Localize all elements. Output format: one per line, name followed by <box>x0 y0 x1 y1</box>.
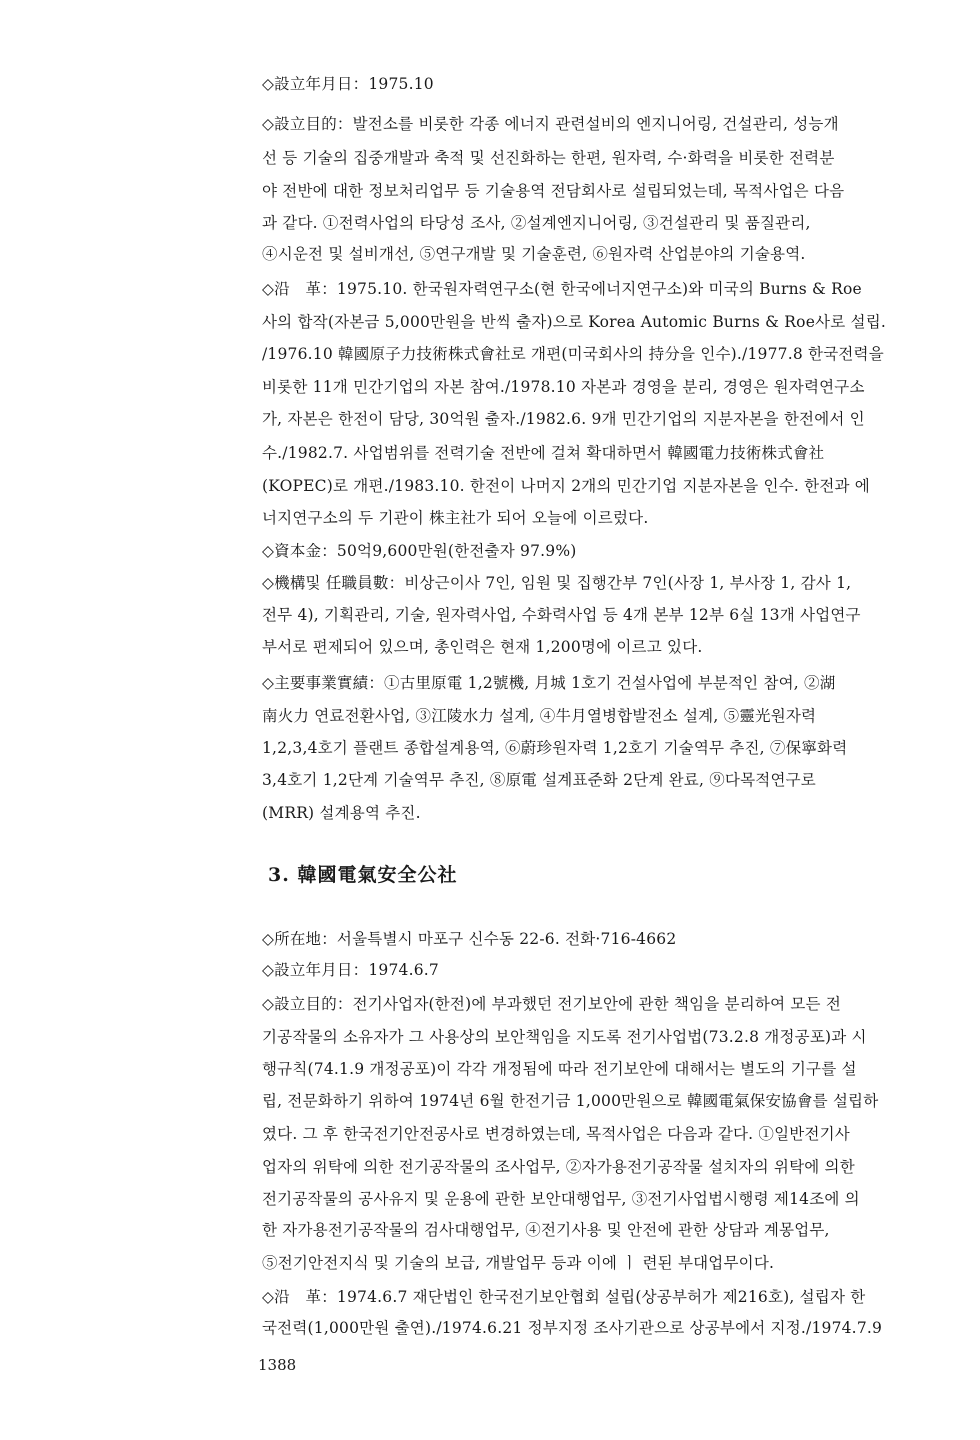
text-line: 립, 전문화하기 위하여 1974년 6월 한전기금 1,000만원으로 韓國電氣保安協會를 설립하 <box>262 1092 879 1110</box>
text-line: 국전력(1,000만원 출연)./1974.6.21 정부지정 조사기관으로 상공부에서 지정./1974.7.9 <box>262 1319 883 1337</box>
text-line: ◇設立年月日：1974.6.7 <box>262 961 439 979</box>
text-line: (KOPEC)로 개편./1983.10. 한전이 나머지 2개의 민간기업 지분자본을 인수. 한전과 에 <box>262 477 870 495</box>
section-heading: 3. 韓國電氣安全公社 <box>268 864 458 886</box>
text-line: ◇所在地：서울특별시 마포구 신수동 22-6. 전화·716-4662 <box>262 930 677 948</box>
text-line: 3,4호기 1,2단계 기술역무 추진, ⑧原電 설계표준화 2단계 완료, ⑨다목적연구로 <box>262 771 816 789</box>
text-line: 업자의 위탁에 의한 전기공작물의 조사업무, ②자가용전기공작물 설치자의 위탁에 의한 <box>262 1158 855 1176</box>
text-line: 전무 4), 기획관리, 기술, 원자력사업, 수화력사업 등 4개 본부 12부 6실 13개 사업연구 <box>262 606 861 624</box>
text-line: ◇主要事業實績：①古里原電 1,2號機, 月城 1호기 건설사업에 부분적인 참여, ②湖 <box>262 674 836 692</box>
text-line: 기공작물의 소유자가 그 사용상의 보안책임을 지도록 전기사업법(73.2.8 개정공포)과 시 <box>262 1028 867 1046</box>
text-line: ◇沿 革：1974.6.7 재단법인 한국전기보안협회 설립(상공부허가 제216호), 설립자 한 <box>262 1288 866 1306</box>
text-line: 사의 합작(자본금 5,000만원을 반씩 출자)으로 Korea Automic Burns & Roe사로 설립. <box>262 313 887 331</box>
text-line: ◇設立目的：발전소를 비롯한 각종 에너지 관련설비의 엔지니어링, 건설관리, 성능개 <box>262 115 839 133</box>
text-line: ◇機構및 任職員數：비상근이사 7인, 임원 및 집행간부 7인(사장 1, 부사장 1, 감사 1, <box>262 574 852 592</box>
text-line: ◇設立年月日：1975.10 <box>262 75 434 93</box>
page-number: 1388 <box>258 1356 297 1374</box>
text-line: 수./1982.7. 사업범위를 전력기술 전반에 걸쳐 확대하면서 韓國電力技術株式會社 <box>262 444 825 462</box>
text-line: 전기공작물의 공사유지 및 운용에 관한 보안대행업무, ③전기사업법시행령 제14조에 의 <box>262 1190 860 1208</box>
text-line: 부서로 편제되어 있으며, 총인력은 현재 1,200명에 이르고 있다. <box>262 638 703 656</box>
text-line: 너지연구소의 두 기관이 株主社가 되어 오늘에 이르렀다. <box>262 509 649 527</box>
text-line: ◇沿 革：1975.10. 한국원자력연구소(현 한국에너지연구소)와 미국의 Burns & Roe <box>262 280 862 298</box>
text-line: 선 등 기술의 집중개발과 축적 및 선진화하는 한편, 원자력, 수·화력을 비롯한 전력분 <box>262 149 835 167</box>
text-line: 南火力 연료전환사업, ③江陵水力 설계, ④牛月열병합발전소 설계, ⑤靈光원자력 <box>262 707 817 725</box>
text-line: 가, 자본은 한전이 담당, 30억원 출자./1982.6. 9개 민간기업의 지분자본을 한전에서 인 <box>262 410 865 428</box>
text-line: ④시운전 및 설비개선, ⑤연구개발 및 기술훈련, ⑥원자력 산업분야의 기술용역. <box>262 245 806 263</box>
text-line: (MRR) 설계용역 추진. <box>262 804 421 822</box>
text-line: 과 같다. ①전력사업의 타당성 조사, ②설계엔지니어링, ③건설관리 및 품질관리, <box>262 214 811 232</box>
text-line: 행규칙(74.1.9 개정공포)이 각각 개정됨에 따라 전기보안에 대해서는 별도의 기구를 설 <box>262 1060 857 1078</box>
text-line: ◇資本金：50억9,600만원(한전출자 97.9%) <box>262 542 577 560</box>
text-line: ⑤전기안전지식 및 기술의 보급, 개발업무 등과 이에 ㅣ 련된 부대업무이다. <box>262 1254 775 1272</box>
text-line: 1,2,3,4호기 플랜트 종합설계용역, ⑥蔚珍원자력 1,2호기 기술역무 추진, ⑦保寧화력 <box>262 739 848 757</box>
text-line: ◇設立目的：전기사업자(한전)에 부과했던 전기보안에 관한 책임을 분리하여 모든 전 <box>262 995 842 1013</box>
text-line: /1976.10 韓國原子力技術株式會社로 개편(미국회사의 持分을 인수)./1977.8 한국전력을 <box>262 345 884 363</box>
text-line: 한 자가용전기공작물의 검사대행업무, ④전기사용 및 안전에 관한 상담과 계몽업무, <box>262 1221 830 1239</box>
text-line: 비롯한 11개 민간기업의 자본 참여./1978.10 자본과 경영을 분리, 경영은 원자력연구소 <box>262 378 865 396</box>
text-line: 야 전반에 대한 정보처리업무 등 기술용역 전담회사로 설립되었는데, 목적사업은 다음 <box>262 182 845 200</box>
text-line: 였다. 그 후 한국전기안전공사로 변경하였는데, 목적사업은 다음과 같다. ①일반전기사 <box>262 1125 850 1143</box>
